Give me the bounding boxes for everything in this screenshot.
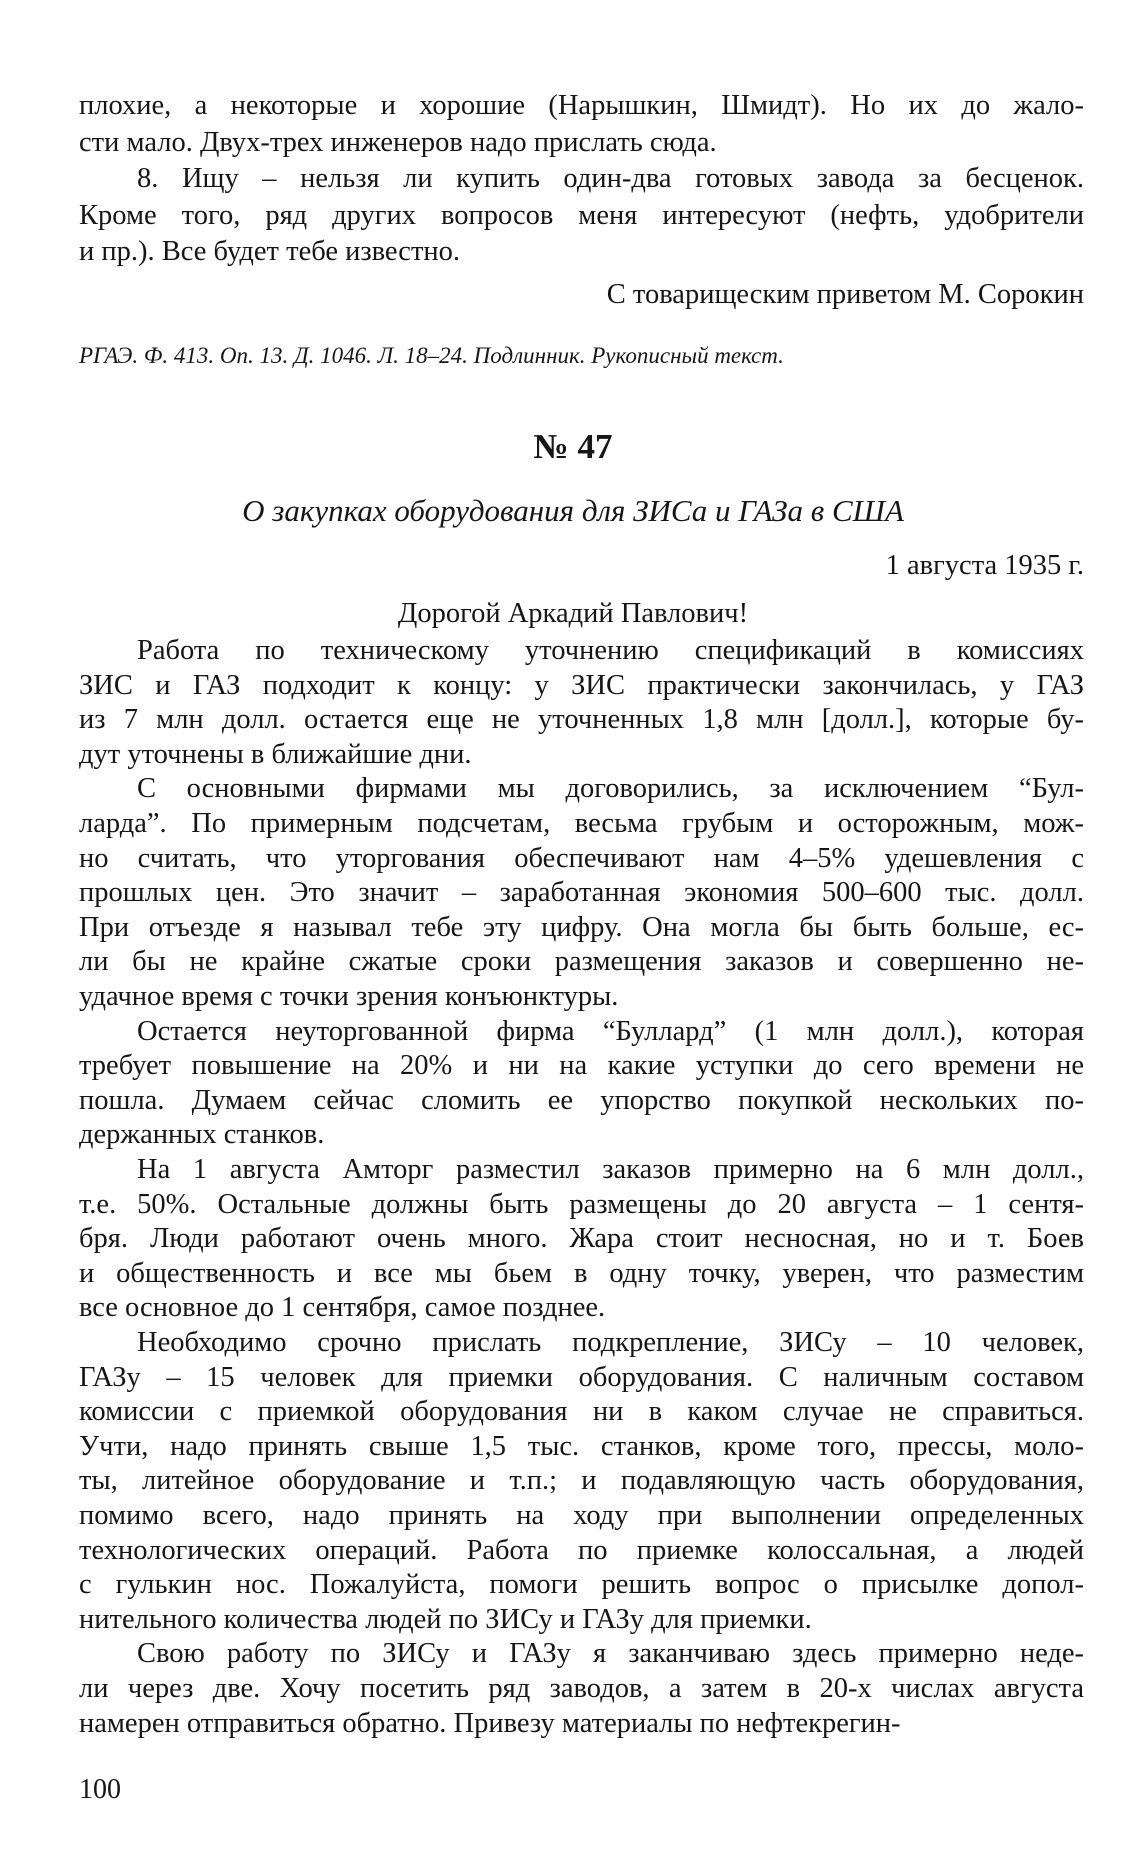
- text-line: ли бы не крайне сжатые сроки размещения заказов и совершенно не-: [79, 946, 1084, 978]
- text-line: 8. Ищу – нельзя ли купить один-два готовых завода за бесценок.: [137, 163, 1084, 194]
- text-line: Учти, надо принять свыше 1,5 тыс. станков, кроме того, прессы, моло-: [79, 1430, 1084, 1462]
- text-line: и общественность и все мы бьем в одну точку, уверен, что разместим: [79, 1257, 1084, 1289]
- text-line: держанных станков.: [79, 1119, 325, 1151]
- text-line: Кроме того, ряд других вопросов меня интересуют (нефть, удобрители: [79, 199, 1084, 231]
- text-line: ли через две. Хочу посетить ряд заводов, а затем в 20-х числах августа: [79, 1673, 1084, 1704]
- text-line: и пр.). Все будет тебе известно.: [79, 236, 461, 267]
- text-line: плохие, а некоторые и хорошие (Нарышкин, Шмидт). Но их до жало-: [79, 90, 1084, 121]
- text-line: При отъезде я называл тебе эту цифру. Она могла бы быть больше, ес-: [79, 911, 1084, 943]
- page-number: 100: [79, 1774, 121, 1805]
- text-line: нительного количества людей по ЗИСу и ГАЗу для приемки.: [79, 1603, 812, 1635]
- text-line: дут уточнены в ближайшие дни.: [79, 738, 472, 770]
- text-line: помимо всего, надо принять на ходу при выполнении определенных: [79, 1500, 1084, 1531]
- signature: С товарищеским приветом М. Сорокин: [606, 279, 1084, 310]
- document-title: О закупках оборудования для ЗИСа и ГАЗа в США: [242, 493, 904, 528]
- text-line: На 1 августа Амторг разместил заказов примерно на 6 млн долл.,: [137, 1154, 1084, 1185]
- text-line: Необходимо срочно прислать подкрепление, ЗИСу – 10 человек,: [137, 1327, 1084, 1358]
- text-line: удачное время с точки зрения конъюнктуры.: [79, 981, 619, 1012]
- text-line: т.е. 50%. Остальные должны быть размещены до 20 августа – 1 сентя-: [79, 1188, 1084, 1220]
- text-line: с гулькин нос. Пожалуйста, помоги решить вопрос о присылке допол-: [79, 1569, 1084, 1601]
- text-line: комиссии с приемкой оборудования ни в каком случае не справиться.: [79, 1396, 1084, 1428]
- text-line: намерен отправиться обратно. Привезу материалы по нефтекрегин-: [79, 1707, 901, 1739]
- text-line: Остается неуторгованной фирма “Буллард” (1 млн долл.), которая: [137, 1015, 1084, 1047]
- text-line: из 7 млн долл. остается еще не уточненных 1,8 млн [долл.], которые бу-: [79, 704, 1084, 736]
- archive-reference: РГАЭ. Ф. 413. Оп. 13. Д. 1046. Л. 18–24. Подлинник. Рукописный текст.: [79, 343, 784, 368]
- text-line: бря. Люди работают очень много. Жара стоит несносная, но и т. Боев: [79, 1223, 1084, 1255]
- text-line: но считать, что уторгования обеспечивают нам 4–5% удешевления с: [79, 842, 1084, 874]
- text-line: сти мало. Двух-трех инженеров надо прислать сюда.: [79, 126, 717, 158]
- text-line: прошлых цен. Это значит – заработанная экономия 500–600 тыс. долл.: [79, 877, 1084, 909]
- text-line: ларда”. По примерным подсчетам, весьма грубым и осторожным, мож-: [79, 808, 1084, 839]
- text-line: ты, литейное оборудование и т.п.; и подавляющую часть оборудования,: [79, 1465, 1084, 1497]
- text-line: Свою работу по ЗИСу и ГАЗу я заканчиваю здесь примерно неде-: [137, 1638, 1084, 1670]
- text-line: С основными фирмами мы договорились, за исключением “Бул-: [137, 773, 1084, 805]
- document-number: № 47: [533, 427, 613, 466]
- text-line: технологических операций. Работа по приемке колоссальная, а людей: [79, 1534, 1084, 1566]
- text-line: все основное до 1 сентября, самое позднее.: [79, 1292, 606, 1324]
- text-line: требует повышение на 20% и ни на какие уступки до сего времени не: [79, 1050, 1084, 1082]
- document-date: 1 августа 1935 г.: [885, 550, 1084, 581]
- text-line: ЗИС и ГАЗ подходит к концу: у ЗИС практически закончилась, у ГАЗ: [79, 669, 1084, 701]
- greeting: Дорогой Аркадий Павлович!: [397, 598, 749, 629]
- text-line: пошла. Думаем сейчас сломить ее упорство покупкой нескольких по-: [79, 1084, 1084, 1116]
- text-line: ГАЗу – 15 человек для приемки оборудования. С наличным составом: [79, 1361, 1084, 1393]
- text-line: Работа по техническому уточнению спецификаций в комиссиях: [137, 635, 1084, 666]
